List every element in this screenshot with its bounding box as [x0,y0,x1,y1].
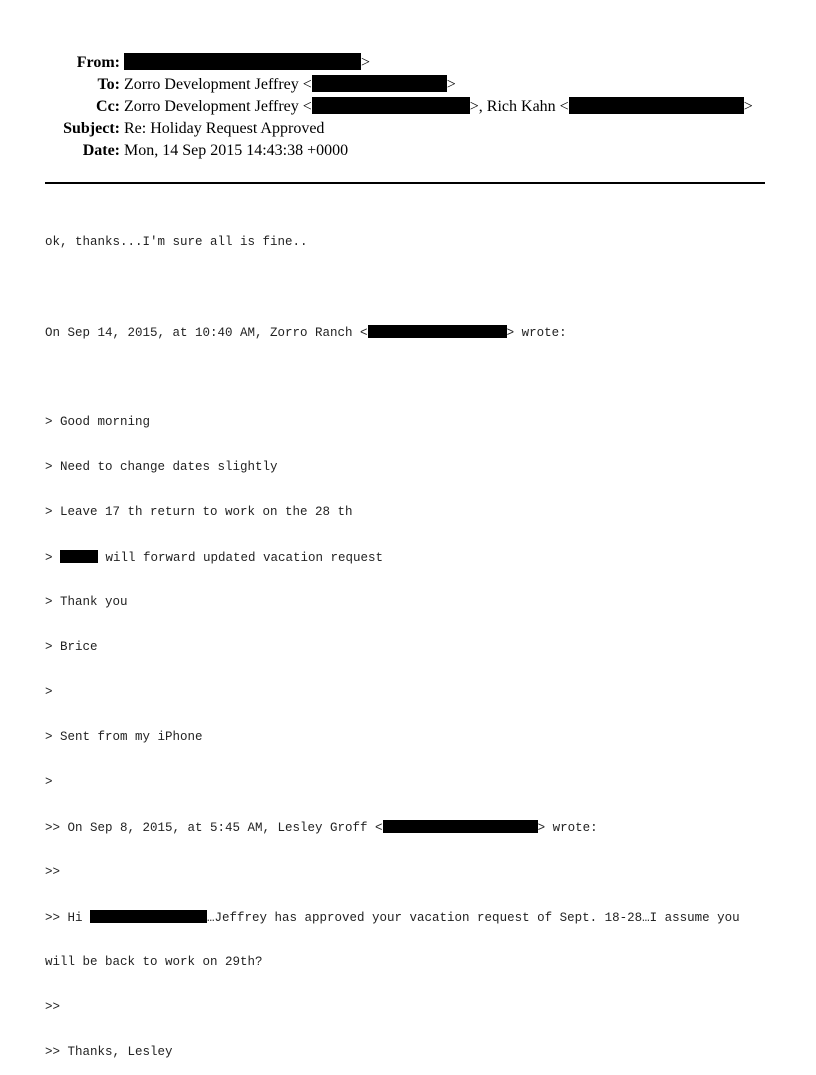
from-row [0,52,816,74]
quoted-line: >> [45,1000,61,1014]
subject-value: Re: Holiday Request Approved [124,120,325,137]
to-row [0,74,816,96]
quoted-line: > [45,685,53,699]
cc-row [0,96,816,118]
redaction-box [312,97,470,114]
redaction-box [60,550,98,563]
body-line: ok, thanks...I'm sure all is fine.. [45,235,308,249]
quoted-line: > Leave 17 th return to work on the 28 th [45,505,353,519]
blank-line [45,280,770,295]
quoted-line: > Thank you [45,595,128,609]
quoted-line: > Sent from my iPhone [45,730,203,744]
quoted-line: will be back to work on 29th? [45,955,263,969]
quoted-line: > Brice [45,640,98,654]
quoted-line: > will forward updated vacation request [45,551,384,565]
quoted-line: > Good morning [45,415,151,429]
quoted-line: >> Hi …Jeffrey has approved your vacation request of Sept. 18-28…I assume you [45,911,740,925]
date-row [0,140,816,162]
cc-value: Zorro Development Jeffrey < >, Rich Kahn < > [124,98,753,115]
date-label: Date: [82,142,120,159]
subject-row [0,118,816,140]
quoted-line: >> On Sep 8, 2015, at 5:45 AM, Lesley Groff < > wrote: [45,821,598,835]
quoted-line: > [45,775,53,789]
redaction-box [368,325,507,338]
cc-label: Cc: [96,98,120,115]
quoted-line: >> Thanks, Lesley [45,1045,173,1059]
quoted-line: >> [45,865,61,879]
subject-label: Subject: [63,120,120,137]
from-label: From: [76,54,120,71]
date-value: Mon, 14 Sep 2015 14:43:38 +0000 [124,142,349,159]
to-value: Zorro Development Jeffrey < > [124,76,456,93]
message-body [45,205,770,1075]
from-value: > [124,52,370,74]
redaction-box [569,97,744,114]
email-header [0,52,816,172]
redaction-box [90,910,207,923]
redaction-box [312,75,447,92]
redaction-box [124,53,361,70]
to-label: To: [97,76,120,93]
body-line: On Sep 14, 2015, at 10:40 AM, Zorro Ranch < > wrote: [45,326,567,340]
redaction-box [383,820,538,833]
quoted-line: > Need to change dates slightly [45,460,278,474]
header-divider [45,182,765,184]
blank-line [45,370,770,385]
